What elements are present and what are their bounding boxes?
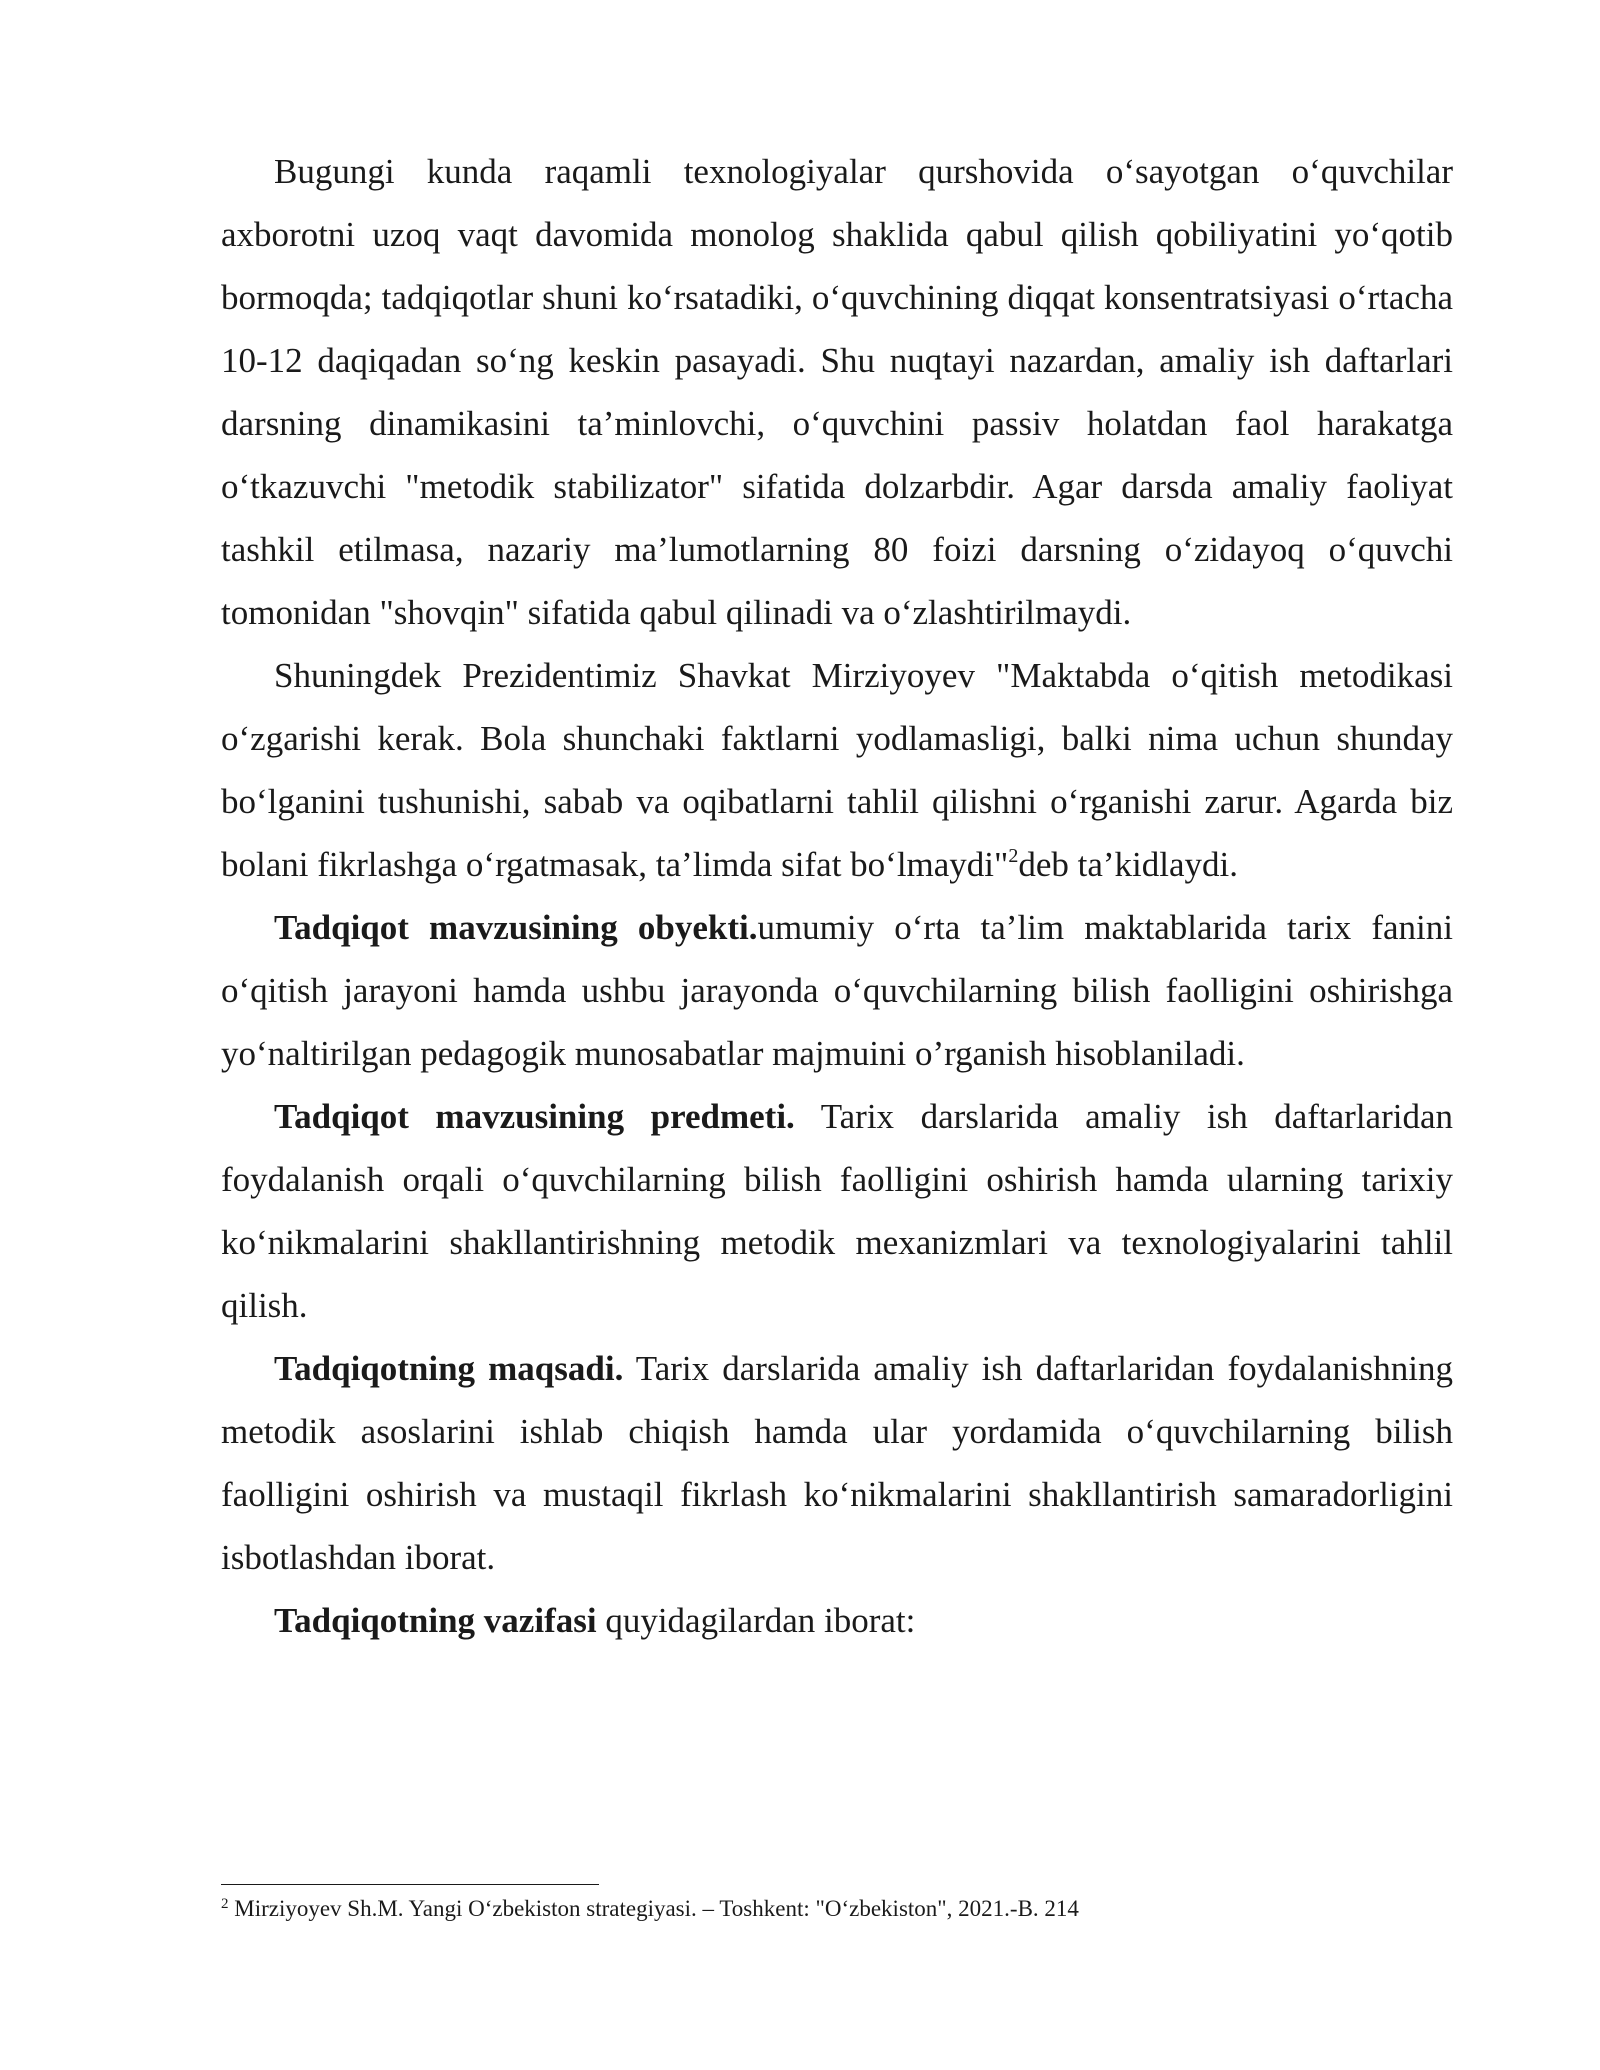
paragraph-research-tasks [221, 1589, 1453, 1652]
paragraph-intro-text: Bugungi kunda raqamli texnologiyalar qurshovida o‘sayotgan o‘quvchilar axborotni uzoq vaqt davomida monolog shaklida qabul qilish qobiliyatini yo‘qotib bormoqda; tadqiqotlar shuni ko‘rsatadiki, o‘quvchining diqqat konsentratsiyasi o‘rtacha 10-12 daqiqadan so‘ng keskin pasayadi. Shu nuqtayi nazardan, amaliy ish daftarlari darsning dinamikasini ta’minlovchi, o‘quvchini passiv holatdan faol harakatga o‘tkazuvchi "metodik stabilizator" sifatida dolzarbdir. Agar darsda amaliy faoliyat tashkil etilmasa, nazariy ma’lumotlarning 80 foizi darsning o‘zidayoq o‘quvchi tomonidan "shovqin" sifatida qabul qilinadi va o‘zlashtirilmaydi. [221, 152, 1453, 632]
research-goal-text: Tarix darslarida amaliy ish daftarlaridan foydalanishning metodik asoslarini ishlab chiqish hamda ular yordamida o‘quvchilarning bilish faolligini oshirish va mustaqil fikrlash ko‘nikmalarini shakllantirish samaradorligini isbotlashdan iborat. [221, 1349, 1453, 1577]
research-subject-text: Tarix darslarida amaliy ish daftarlaridan foydalanish orqali o‘quvchilarning bilish faolligini oshirish hamda ularning tarixiy ko‘nikmalarini shakllantirishning metodik mexanizmlari va texnologiyalarini tahlil qilish. [221, 1097, 1453, 1325]
research-tasks-text: quyidagilardan iborat: [596, 1601, 916, 1640]
paragraph-intro [221, 140, 1453, 644]
footnote [221, 1893, 1453, 1925]
document-page [221, 140, 1453, 1652]
quote-attribution: deb ta’kidlaydi. [1018, 845, 1238, 884]
research-tasks-heading: Tadqiqotning vazifasi [274, 1601, 597, 1640]
paragraph-president-quote [221, 644, 1453, 896]
quote-text: Shuningdek Prezidentimiz Shavkat Mirziyoyev "Maktabda o‘qitish metodikasi o‘zgarishi kerak. Bola shunchaki faktlarni yodlamasligi, balki nima uchun shunday bo‘lganini tushunishi, sabab va oqibatlarni tahlil qilishni o‘rganishi zarur. Agarda biz bolani fikrlashga o‘rgatmasak, ta’limda sifat bo‘lmaydi" [221, 656, 1453, 884]
footnote-reference[interactable]: 2 [1008, 845, 1019, 867]
paragraph-research-object [221, 896, 1453, 1085]
research-goal-heading: Tadqiqotning maqsadi. [274, 1349, 624, 1388]
research-subject-heading: Tadqiqot mavzusining predmeti. [274, 1097, 795, 1136]
research-object-text: umumiy o‘rta ta’lim maktablarida tarix fanini o‘qitish jarayoni hamda ushbu jarayonda o‘quvchilarning bilish faolligini oshirishga yo‘naltirilgan pedagogik munosabatlar majmuini o’rganish hisoblaniladi. [221, 908, 1453, 1073]
research-object-heading: Tadqiqot mavzusining obyekti. [274, 908, 758, 947]
footnote-number: 2 [221, 1896, 229, 1912]
footnote-separator [221, 1884, 599, 1885]
paragraph-research-goal [221, 1337, 1453, 1589]
footnote-text: Mirziyoyev Sh.M. Yangi O‘zbekiston strategiyasi. – Toshkent: "O‘zbekiston", 2021.-B. 214 [228, 1896, 1079, 1921]
paragraph-research-subject [221, 1085, 1453, 1337]
